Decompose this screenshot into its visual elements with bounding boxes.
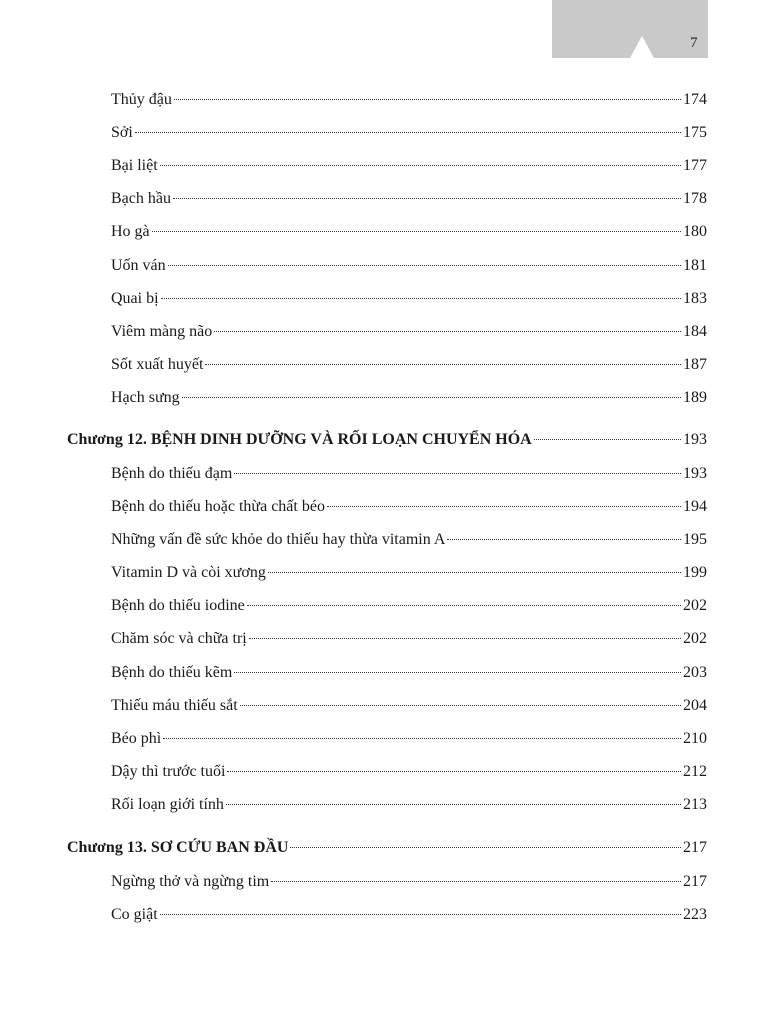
toc-entry-page: 194 (683, 498, 707, 515)
dot-leader (271, 881, 681, 882)
dot-leader (226, 804, 681, 805)
toc-entry-page: 217 (683, 873, 707, 890)
toc-entry[interactable] (111, 629, 707, 649)
toc-entry-page: 210 (683, 730, 707, 747)
dot-leader (249, 638, 681, 639)
toc-entry-title: Bệnh do thiếu hoặc thừa chất béo (111, 498, 325, 515)
toc-entry[interactable] (111, 189, 707, 209)
toc-entry-title: Uốn ván (111, 257, 166, 274)
toc-entry[interactable] (111, 256, 707, 276)
dot-leader (152, 231, 681, 232)
dot-leader (163, 738, 681, 739)
toc-entry-page: 204 (683, 697, 707, 714)
dot-leader (247, 605, 681, 606)
toc-entry-title: Chăm sóc và chữa trị (111, 630, 247, 647)
toc-entry-page: 174 (683, 91, 707, 108)
dot-leader (205, 364, 681, 365)
toc-entry-title: Những vấn đề sức khỏe do thiếu hay thừa vitamin A (111, 531, 446, 548)
toc-entry-title: Ngừng thở và ngừng tim (111, 873, 270, 890)
toc-entry-page: 193 (683, 465, 707, 482)
dot-leader (161, 298, 681, 299)
toc-entry-page: 203 (683, 664, 707, 681)
toc-entry-page: 202 (683, 597, 707, 614)
toc-entry-page: 187 (683, 356, 707, 373)
toc-entry-page: 183 (683, 290, 707, 307)
toc-entry[interactable] (111, 322, 707, 342)
toc-entry[interactable] (111, 123, 707, 143)
dot-leader (173, 198, 681, 199)
toc-entry[interactable] (111, 729, 707, 749)
toc-entry-title: Bạch hầu (111, 190, 171, 207)
toc-entry-title: Sởi (111, 124, 133, 141)
toc-chapter-title: Chương 13. SƠ CỨU BAN ĐẦU (67, 839, 289, 856)
toc-entry-title: Vitamin D và còi xương (111, 564, 266, 581)
toc-chapter-heading[interactable] (67, 430, 707, 450)
toc-entry-title: Sốt xuất huyết (111, 356, 204, 373)
toc-entry-page: 178 (683, 190, 707, 207)
toc-entry[interactable] (111, 872, 707, 892)
dot-leader (234, 672, 681, 673)
dot-leader (182, 397, 681, 398)
dot-leader (135, 132, 681, 133)
toc-chapter-page: 193 (683, 431, 707, 448)
toc-entry[interactable] (111, 90, 707, 110)
toc-entry-title: Bệnh do thiếu kẽm (111, 664, 233, 681)
toc-entry[interactable] (111, 222, 707, 242)
toc-entry-title: Bệnh do thiếu đạm (111, 465, 233, 482)
toc-entry[interactable] (111, 762, 707, 782)
toc-entry-page: 212 (683, 763, 707, 780)
toc-chapter-page: 217 (683, 839, 707, 856)
toc-entry-title: Rối loạn giới tính (111, 796, 224, 813)
toc-entry-page: 181 (683, 257, 707, 274)
toc-entry-page: 180 (683, 223, 707, 240)
toc-entry[interactable] (111, 663, 707, 683)
toc-entry-page: 199 (683, 564, 707, 581)
toc-chapter-title: Chương 12. BỆNH DINH DƯỠNG VÀ RỐI LOẠN CHUYỂN HÓA (67, 431, 532, 448)
toc-entry[interactable] (111, 563, 707, 583)
page-number: 7 (690, 35, 698, 51)
dot-leader (534, 439, 681, 440)
toc-entry[interactable] (111, 355, 707, 375)
toc-entry[interactable] (111, 497, 707, 517)
toc-entry-title: Ho gà (111, 223, 150, 240)
toc-entry-title: Co giật (111, 906, 158, 923)
toc-entry[interactable] (111, 696, 707, 716)
toc-entry-title: Bại liệt (111, 157, 158, 174)
dot-leader (327, 506, 681, 507)
toc-chapter-heading[interactable] (67, 838, 707, 858)
toc-entry-page: 175 (683, 124, 707, 141)
dot-leader (168, 265, 681, 266)
toc-entry[interactable] (111, 795, 707, 815)
toc-entry[interactable] (111, 905, 707, 925)
dot-leader (447, 539, 681, 540)
dot-leader (290, 847, 681, 848)
toc-entry-title: Dậy thì trước tuổi (111, 763, 226, 780)
dot-leader (160, 165, 681, 166)
toc-entry[interactable] (111, 464, 707, 484)
dot-leader (268, 572, 681, 573)
toc-entry-page: 195 (683, 531, 707, 548)
dot-leader (214, 331, 681, 332)
dot-leader (174, 99, 681, 100)
dot-leader (234, 473, 681, 474)
toc-entry-title: Thủy đậu (111, 91, 172, 108)
toc-entry[interactable] (111, 388, 707, 408)
toc-entry-title: Béo phì (111, 730, 162, 747)
dot-leader (240, 705, 681, 706)
dot-leader (227, 771, 681, 772)
toc-entry[interactable] (111, 289, 707, 309)
toc-entry-title: Bệnh do thiếu iodine (111, 597, 245, 614)
toc-entry[interactable] (111, 596, 707, 616)
toc-entry-page: 213 (683, 796, 707, 813)
toc-entry-page: 202 (683, 630, 707, 647)
dot-leader (160, 914, 681, 915)
toc-entry[interactable] (111, 156, 707, 176)
toc-entry-title: Thiếu máu thiếu sắt (111, 697, 238, 714)
toc-entry-page: 177 (683, 157, 707, 174)
toc-entry-title: Viêm màng não (111, 323, 213, 340)
toc-entry-page: 223 (683, 906, 707, 923)
toc-entry-title: Hạch sưng (111, 389, 180, 406)
toc-entry-title: Quai bị (111, 290, 159, 307)
toc-entry-page: 189 (683, 389, 707, 406)
toc-entry-page: 184 (683, 323, 707, 340)
toc-entry[interactable] (111, 530, 707, 550)
